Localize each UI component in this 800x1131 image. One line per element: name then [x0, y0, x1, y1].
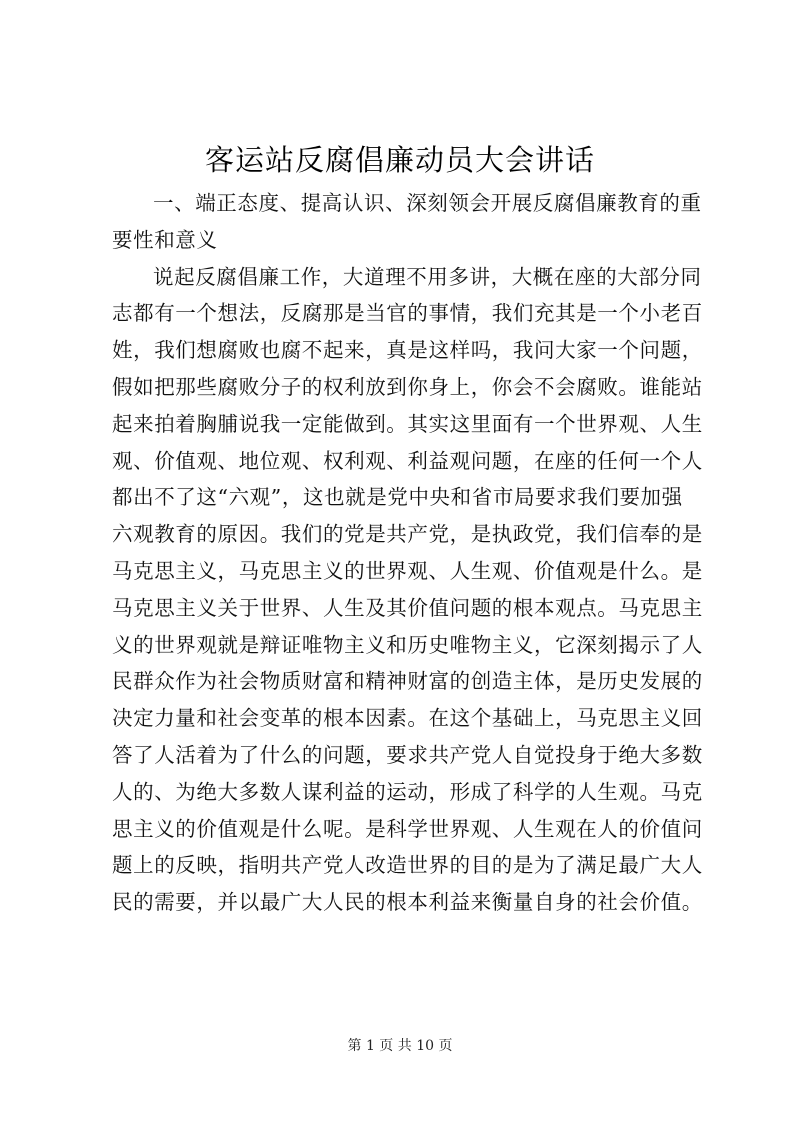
paragraph-line: 人的、为绝大多数人谋利益的运动，形成了科学的人生观。马克 [112, 779, 703, 804]
paragraph-line: 题上的反映，指明共产党人改造世界的目的是为了满足最广大人 [112, 853, 703, 878]
paragraph-line: 观、价值观、地位观、权利观、利益观问题，在座的任何一个人 [112, 448, 703, 473]
heading-line-2: 要性和意义 [112, 227, 218, 252]
paragraph-line: 义的世界观就是辩证唯物主义和历史唯物主义，它深刻揭示了人 [112, 632, 703, 657]
paragraph-line: 说起反腐倡廉工作，大道理不用多讲，大概在座的大部分同 [153, 264, 702, 289]
paragraph-line: 民群众作为社会物质财富和精神财富的创造主体，是历史发展的 [112, 669, 703, 694]
paragraph-line: 六观教育的原因。我们的党是共产党，是执政党，我们信奉的是 [112, 522, 703, 547]
paragraph-line: 志都有一个想法，反腐那是当官的事情，我们充其是一个小老百 [112, 301, 703, 326]
paragraph-line: 马克思主义，马克思主义的世界观、人生观、价值观是什么。是 [112, 558, 703, 583]
document-title: 客运站反腐倡廉动员大会讲话 [204, 143, 595, 177]
paragraph-line: 马克思主义关于世界、人生及其价值问题的根本观点。马克思主 [112, 595, 703, 620]
document-body [112, 185, 712, 921]
paragraph-line: 民的需要，并以最广大人民的根本利益来衡量自身的社会价值。 [112, 890, 703, 915]
paragraph-line: 决定力量和社会变革的根本因素。在这个基础上，马克思主义回 [112, 706, 703, 731]
paragraph-line: 假如把那些腐败分子的权利放到你身上，你会不会腐败。谁能站 [112, 374, 703, 399]
paragraph-line: 姓，我们想腐败也腐不起来，真是这样吗，我问大家一个问题， [112, 338, 703, 363]
paragraph-line: 都出不了这“六观”，这也就是党中央和省市局要求我们要加强 [112, 485, 683, 510]
paragraph-line: 起来拍着胸脯说我一定能做到。其实这里面有一个世界观、人生 [112, 411, 703, 436]
page-number: 第 1 页 共 10 页 [347, 1038, 453, 1054]
heading-line-1: 一、端正态度、提高认识、深刻领会开展反腐倡廉教育的重 [153, 191, 702, 215]
paragraph-line: 答了人活着为了什么的问题，要求共产党人自觉投身于绝大多数 [112, 742, 703, 767]
paragraph-line: 思主义的价值观是什么呢。是科学世界观、人生观在人的价值问 [112, 816, 703, 841]
